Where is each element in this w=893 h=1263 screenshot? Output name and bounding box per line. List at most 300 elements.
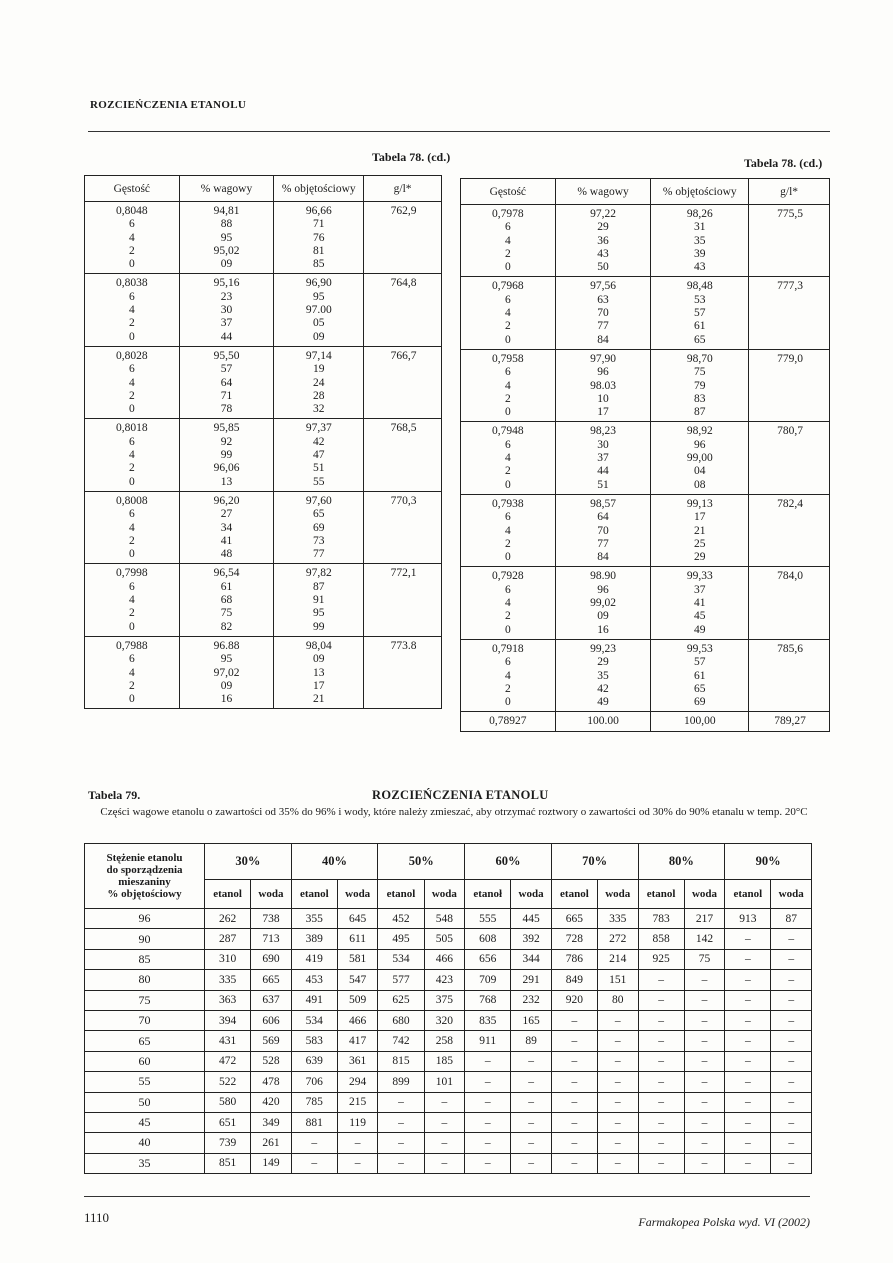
objetosciowy-cell (274, 274, 364, 346)
dilution-table-body (85, 909, 812, 1174)
value: 6 (128, 290, 135, 303)
sub-header-etanol: etanol (551, 880, 597, 909)
gl-cell: 773.8 (364, 636, 442, 708)
wagowy-cell (555, 422, 651, 494)
table-row (85, 1112, 812, 1132)
parts-cell: – (337, 1153, 378, 1173)
value: 100.00 (587, 715, 619, 728)
parts-cell: 452 (378, 909, 424, 929)
wagowy-cell (179, 274, 274, 346)
value: 17 (597, 406, 609, 419)
value: 57 (694, 307, 706, 320)
parts-cell: – (465, 1112, 511, 1132)
parts-cell: 680 (378, 1010, 424, 1030)
value: 78 (220, 403, 233, 416)
value: 29 (597, 221, 609, 234)
value: 2 (504, 392, 511, 405)
value: 99,02 (590, 597, 616, 610)
wagowy-cell (179, 564, 274, 636)
value: 63 (597, 293, 609, 306)
parts-cell: 101 (424, 1072, 465, 1092)
parts-cell: – (511, 1112, 552, 1132)
parts-cell: – (638, 1051, 684, 1071)
density-group-row (461, 205, 830, 277)
value: 0 (504, 623, 511, 636)
density-group-row (85, 202, 442, 274)
parts-cell: 665 (251, 970, 292, 990)
wagowy-cell (179, 202, 274, 274)
value: 0,8048 (116, 205, 148, 217)
concentration-cell: 50 (85, 1092, 205, 1112)
value: 47 (313, 449, 325, 462)
parts-cell: 738 (251, 909, 292, 929)
wagowy-cell (555, 205, 651, 277)
gestosc-cell (461, 712, 556, 731)
parts-cell: 713 (251, 929, 292, 949)
value: 2 (128, 389, 135, 402)
parts-cell: – (725, 1072, 771, 1092)
parts-cell: 881 (291, 1112, 337, 1132)
col-header-wagowy: % wagowy (555, 179, 651, 205)
gl-cell: 770,3 (364, 491, 442, 563)
value: 2 (504, 465, 511, 478)
gestosc-cell (85, 346, 180, 418)
value: 4 (504, 524, 511, 537)
col-header-objetosciowy: % objętościowy (651, 179, 749, 205)
value: 61 (220, 580, 233, 593)
running-header: ROZCIEŃCZENIA ETANOLU (90, 99, 247, 111)
parts-cell: – (424, 1112, 465, 1132)
parts-cell: 149 (251, 1153, 292, 1173)
parts-cell: 555 (465, 909, 511, 929)
density-table-left (84, 175, 442, 709)
gestosc-cell (461, 422, 556, 494)
parts-cell: – (551, 1072, 597, 1092)
parts-cell: – (771, 1112, 812, 1132)
gestosc-cell (85, 274, 180, 346)
value: 31 (694, 221, 706, 234)
parts-cell: 608 (465, 929, 511, 949)
col-header-wagowy: % wagowy (179, 176, 274, 202)
parts-cell: – (551, 1153, 597, 1173)
concentration-cell: 90 (85, 929, 205, 949)
sub-header-woda: woda (598, 880, 639, 909)
parts-cell: 547 (337, 970, 378, 990)
row-header-concentration (85, 844, 205, 909)
value: 4 (128, 521, 135, 534)
parts-cell: 363 (205, 990, 251, 1010)
parts-cell: 690 (251, 949, 292, 969)
objetosciowy-cell (274, 202, 364, 274)
value: 6 (128, 508, 135, 521)
value: 71 (220, 389, 233, 402)
parts-cell: 87 (771, 909, 812, 929)
value: 65 (313, 508, 325, 521)
parts-cell: 310 (205, 949, 251, 969)
parts-cell: 419 (291, 949, 337, 969)
parts-cell: 858 (638, 929, 684, 949)
value: 4 (504, 669, 511, 682)
value: 98,26 (686, 208, 713, 220)
value: 0 (128, 258, 135, 271)
parts-cell: 394 (205, 1010, 251, 1030)
parts-cell: 423 (424, 970, 465, 990)
parts-cell: 214 (598, 949, 639, 969)
gestosc-cell (461, 567, 556, 639)
parts-cell: – (511, 1072, 552, 1092)
value: 99,33 (686, 570, 713, 583)
col-header-gestosc: Gęstość (461, 179, 556, 205)
parts-cell: – (725, 970, 771, 990)
objetosciowy-cell (651, 567, 749, 639)
wagowy-cell (555, 567, 651, 639)
parts-cell: 637 (251, 990, 292, 1010)
parts-cell: – (598, 1072, 639, 1092)
pct-header-60: 60% (465, 844, 552, 880)
parts-cell: 739 (205, 1133, 251, 1153)
density-group-row (461, 494, 830, 566)
value: 53 (694, 293, 706, 306)
value: 99,23 (590, 642, 616, 655)
parts-cell: 522 (205, 1072, 251, 1092)
value: 21 (694, 524, 706, 537)
wagowy-cell (179, 346, 274, 418)
parts-cell: – (771, 949, 812, 969)
parts-cell: – (465, 1133, 511, 1153)
parts-cell: – (465, 1051, 511, 1071)
parts-cell: 491 (291, 990, 337, 1010)
value: 70 (597, 524, 609, 537)
value: 96,54 (213, 567, 240, 580)
parts-cell: 581 (337, 949, 378, 969)
value: 6 (504, 221, 511, 234)
sub-header-etanol: etanol (638, 880, 684, 909)
value: 17 (313, 679, 325, 692)
sub-header-etanol: etanol (725, 880, 771, 909)
parts-cell: – (465, 1092, 511, 1112)
value: 96,66 (305, 205, 332, 217)
parts-cell: – (725, 929, 771, 949)
value: 4 (128, 449, 135, 462)
concentration-cell: 85 (85, 949, 205, 969)
gl-cell: 789,27 (749, 712, 830, 731)
value: 0,8028 (116, 349, 148, 362)
value: 05 (313, 317, 325, 330)
value: 94,81 (213, 205, 240, 217)
parts-cell: 217 (684, 909, 725, 929)
value: 77 (597, 320, 609, 333)
value: 96 (597, 366, 609, 379)
value: 0 (128, 548, 135, 561)
parts-cell: 611 (337, 929, 378, 949)
value: 09 (313, 653, 325, 666)
value: 68 (220, 594, 233, 607)
parts-cell: – (291, 1133, 337, 1153)
parts-cell: – (598, 1112, 639, 1132)
concentration-cell: 60 (85, 1051, 205, 1071)
parts-cell: – (771, 1153, 812, 1173)
density-group-row (85, 564, 442, 636)
value: 6 (504, 366, 511, 379)
parts-cell: 453 (291, 970, 337, 990)
parts-cell: 911 (465, 1031, 511, 1051)
value: 09 (597, 610, 609, 623)
parts-cell: 335 (598, 909, 639, 929)
parts-cell: – (725, 949, 771, 969)
value: 4 (504, 597, 511, 610)
gl-cell: 782,4 (749, 494, 830, 566)
value: 77 (313, 548, 325, 561)
wagowy-cell (555, 639, 651, 711)
value: 10 (597, 392, 609, 405)
parts-cell: 835 (465, 1010, 511, 1030)
gl-cell: 775,5 (749, 205, 830, 277)
parts-cell: – (638, 970, 684, 990)
parts-cell: – (598, 1133, 639, 1153)
parts-cell: – (638, 1112, 684, 1132)
parts-cell: 287 (205, 929, 251, 949)
value: 99,00 (686, 452, 713, 465)
parts-cell: – (684, 990, 725, 1010)
objetosciowy-cell (651, 349, 749, 421)
sub-header-woda: woda (511, 880, 552, 909)
parts-cell: 466 (337, 1010, 378, 1030)
value: 0,7938 (492, 497, 524, 510)
objetosciowy-cell (274, 491, 364, 563)
value: 4 (504, 452, 511, 465)
gl-cell: 784,0 (749, 567, 830, 639)
wagowy-cell (179, 636, 274, 708)
value: 75 (220, 607, 233, 620)
gestosc-cell (85, 564, 180, 636)
parts-cell: 495 (378, 929, 424, 949)
density-group-row (85, 419, 442, 491)
value: 44 (597, 465, 609, 478)
parts-cell: – (598, 1153, 639, 1173)
value: 75 (694, 366, 706, 379)
value: 0 (128, 330, 135, 343)
value: 55 (313, 475, 325, 488)
parts-cell: – (638, 1072, 684, 1092)
value: 95,50 (213, 349, 240, 362)
parts-cell: 849 (551, 970, 597, 990)
value: 69 (313, 521, 325, 534)
objetosciowy-cell (274, 346, 364, 418)
value: 2 (504, 320, 511, 333)
parts-cell: 272 (598, 929, 639, 949)
parts-cell: – (725, 1031, 771, 1051)
parts-cell: 142 (684, 929, 725, 949)
value: 39 (694, 247, 706, 260)
parts-cell: 505 (424, 929, 465, 949)
pct-header-30: 30% (205, 844, 292, 880)
parts-cell: 851 (205, 1153, 251, 1173)
parts-cell: – (725, 1010, 771, 1030)
value: 4 (504, 234, 511, 247)
parts-cell: – (511, 1092, 552, 1112)
sub-header-etanol: etanol (205, 880, 251, 909)
value: 95 (220, 231, 233, 244)
value: 2 (128, 244, 135, 257)
parts-cell: 925 (638, 949, 684, 969)
gl-cell: 762,9 (364, 202, 442, 274)
gl-cell: 785,6 (749, 639, 830, 711)
value: 25 (694, 537, 706, 550)
value: 98.03 (590, 379, 616, 392)
value: 43 (694, 261, 706, 274)
value: 85 (313, 258, 325, 271)
value: 98,92 (686, 425, 713, 438)
value: 29 (694, 551, 706, 564)
parts-cell: 569 (251, 1031, 292, 1051)
value: 4 (128, 376, 135, 389)
value: 44 (220, 330, 233, 343)
parts-cell: 528 (251, 1051, 292, 1071)
parts-cell: – (378, 1112, 424, 1132)
table-row (85, 1153, 812, 1173)
value: 98,48 (686, 280, 713, 293)
density-group-row (461, 639, 830, 711)
parts-cell: – (771, 1133, 812, 1153)
table-row (85, 1031, 812, 1051)
parts-cell: 375 (424, 990, 465, 1010)
value: 08 (694, 478, 706, 491)
parts-cell: 361 (337, 1051, 378, 1071)
wagowy-cell (179, 419, 274, 491)
dilution-table (84, 843, 812, 1174)
concentration-cell: 35 (85, 1153, 205, 1173)
value: 0,78927 (489, 715, 527, 728)
value: 29 (597, 656, 609, 669)
value: 42 (597, 682, 609, 695)
value: 37 (220, 317, 233, 330)
parts-cell: – (378, 1153, 424, 1173)
value: 16 (220, 693, 233, 706)
value: 100,00 (683, 715, 716, 728)
value: 96 (597, 583, 609, 596)
page-number: 1110 (84, 1210, 110, 1225)
value: 97,60 (305, 494, 332, 507)
parts-cell: 577 (378, 970, 424, 990)
wagowy-cell (555, 712, 651, 731)
wagowy-cell (555, 349, 651, 421)
table-row (85, 1133, 812, 1153)
parts-cell: – (291, 1153, 337, 1173)
parts-cell: – (551, 1031, 597, 1051)
parts-cell: 768 (465, 990, 511, 1010)
parts-cell: – (424, 1133, 465, 1153)
gl-cell: 780,7 (749, 422, 830, 494)
value: 49 (694, 623, 706, 636)
value: 0 (504, 333, 511, 346)
concentration-cell: 55 (85, 1072, 205, 1092)
gl-cell: 777,3 (749, 277, 830, 349)
value: 97.00 (305, 304, 332, 317)
value: 87 (313, 580, 325, 593)
objetosciowy-cell (651, 205, 749, 277)
value: 4 (128, 304, 135, 317)
parts-cell: 431 (205, 1031, 251, 1051)
value: 6 (504, 438, 511, 451)
parts-cell: 349 (251, 1112, 292, 1132)
objetosciowy-cell (651, 277, 749, 349)
density-group-row (461, 712, 830, 731)
parts-cell: 509 (337, 990, 378, 1010)
parts-cell: – (771, 1031, 812, 1051)
parts-cell: – (771, 970, 812, 990)
value: 97,22 (590, 208, 616, 220)
parts-cell: 389 (291, 929, 337, 949)
parts-cell: 151 (598, 970, 639, 990)
parts-cell: – (465, 1072, 511, 1092)
gestosc-cell (85, 636, 180, 708)
value: 0 (504, 696, 511, 709)
parts-cell: – (551, 1133, 597, 1153)
value: 57 (220, 363, 233, 376)
parts-cell: 466 (424, 949, 465, 969)
parts-cell: 392 (511, 929, 552, 949)
value: 13 (220, 475, 233, 488)
wagowy-cell (179, 491, 274, 563)
value: 97,37 (305, 422, 332, 435)
value: 0,7928 (492, 570, 524, 583)
parts-cell: – (684, 1031, 725, 1051)
parts-cell: 639 (291, 1051, 337, 1071)
value: 98,23 (590, 425, 616, 438)
density-group-row (461, 349, 830, 421)
parts-cell: 580 (205, 1092, 251, 1112)
parts-cell: 706 (291, 1072, 337, 1092)
value: 6 (504, 656, 511, 669)
value: 2 (504, 247, 511, 260)
parts-cell: 899 (378, 1072, 424, 1092)
parts-cell: 294 (337, 1072, 378, 1092)
parts-cell: 417 (337, 1031, 378, 1051)
parts-cell: – (725, 1153, 771, 1173)
parts-cell: – (684, 1133, 725, 1153)
value: 17 (694, 511, 706, 524)
value: 42 (313, 435, 325, 448)
value: 43 (597, 247, 609, 260)
gl-cell: 764,8 (364, 274, 442, 346)
value: 96.88 (213, 639, 240, 652)
value: 97,90 (590, 352, 616, 365)
gestosc-cell (461, 277, 556, 349)
footer-rule (84, 1196, 810, 1197)
value: 2 (128, 607, 135, 620)
value: 0,7998 (116, 567, 148, 580)
value: 23 (220, 290, 233, 303)
parts-cell: – (771, 1092, 812, 1112)
value: 09 (220, 679, 233, 692)
gl-cell: 779,0 (749, 349, 830, 421)
density-table-right (460, 178, 830, 732)
objetosciowy-cell (274, 636, 364, 708)
parts-cell: 232 (511, 990, 552, 1010)
value: 95 (313, 290, 325, 303)
value: 0 (504, 261, 511, 274)
parts-cell: 185 (424, 1051, 465, 1071)
concentration-cell: 70 (85, 1010, 205, 1030)
density-group-row (85, 636, 442, 708)
value: 64 (220, 376, 233, 389)
parts-cell: – (551, 1010, 597, 1030)
parts-cell: – (638, 1031, 684, 1051)
density-group-row (461, 567, 830, 639)
parts-cell: – (684, 1153, 725, 1173)
value: 84 (597, 551, 609, 564)
value: 99,53 (686, 642, 713, 655)
